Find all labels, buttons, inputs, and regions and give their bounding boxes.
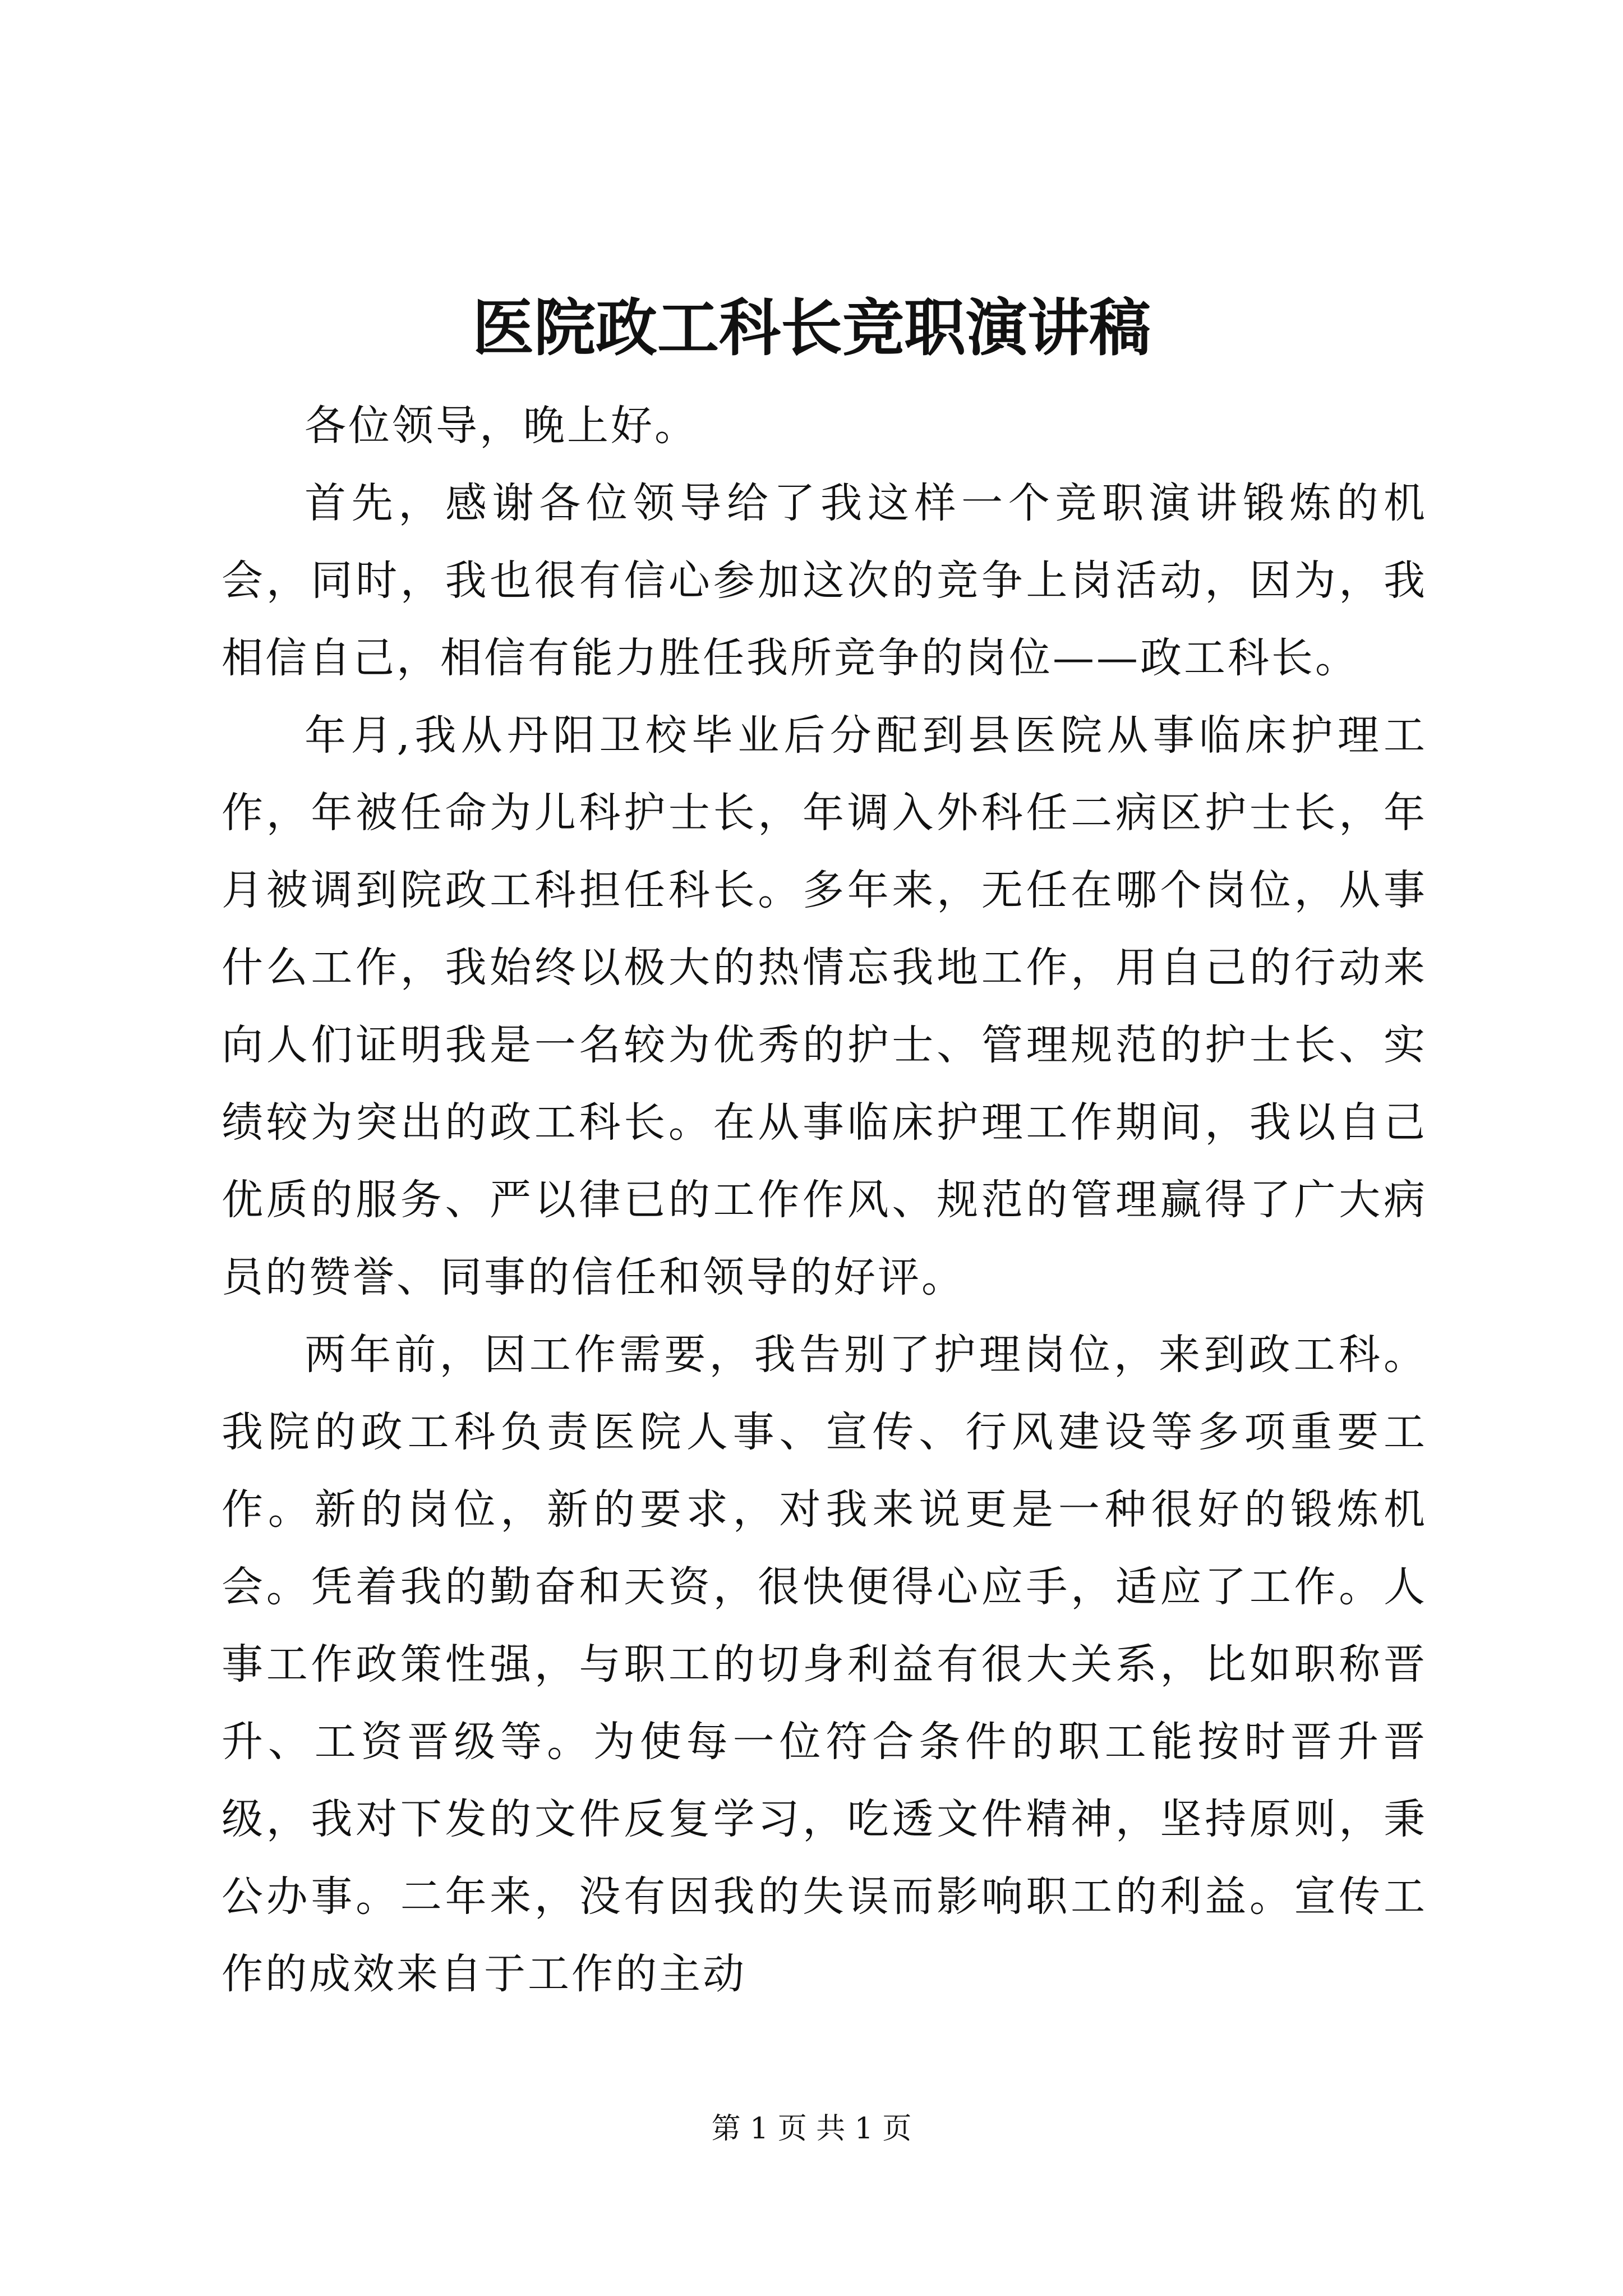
paragraph-intro: 首先，感谢各位领导给了我这样一个竞职演讲锻炼的机会，同时，我也很有信心参加这次的竞争上岗活动，因为，我相信自己，相信有能力胜任我所竞争的岗位——政工科长。 <box>222 479 1427 682</box>
document-body <box>222 387 1427 2013</box>
paragraph-political-work: 两年前，因工作需要，我告别了护理岗位，来到政工科。我院的政工科负责医院人事、宣传、行风建设等多项重要工作。新的岗位，新的要求，对我来说更是一种很好的锻炼机会。凭着我的勤奋和天资，很快便得心应手，适应了工作。人事工作政策性强，与职工的切身利益有很大关系，比如职称晋升、工资晋级等。为使每一位符合条件的职工能按时晋升晋级，我对下发的文件反复学习，吃透文件精神，坚持原则，秉公办事。二年来，没有因我的失误而影响职工的利益。宣传工作的成效来自于工作的主动 <box>222 1331 1427 1998</box>
document-title: 医院政工科长竞职演讲稿 <box>472 292 1151 364</box>
page-number-footer: 第 1 页 共 1 页 <box>711 2112 912 2146</box>
paragraph-career: 年月,我从丹阳卫校毕业后分配到县医院从事临床护理工作，年被任命为儿科护士长，年调入外科任二病区护士长，年月被调到院政工科担任科长。多年来，无任在哪个岗位，从事什么工作，我始终以极大的热情忘我地工作，用自己的行动来向人们证明我是一名较为优秀的护士、管理规范的护士长、实绩较为突出的政工科长。在从事临床护理工作期间，我以自己优质的服务、严以律已的工作作风、规范的管理赢得了广大病员的赞誉、同事的信任和领导的好评。 <box>222 711 1427 1301</box>
paragraph-greeting: 各位领导，晚上好。 <box>305 402 698 450</box>
